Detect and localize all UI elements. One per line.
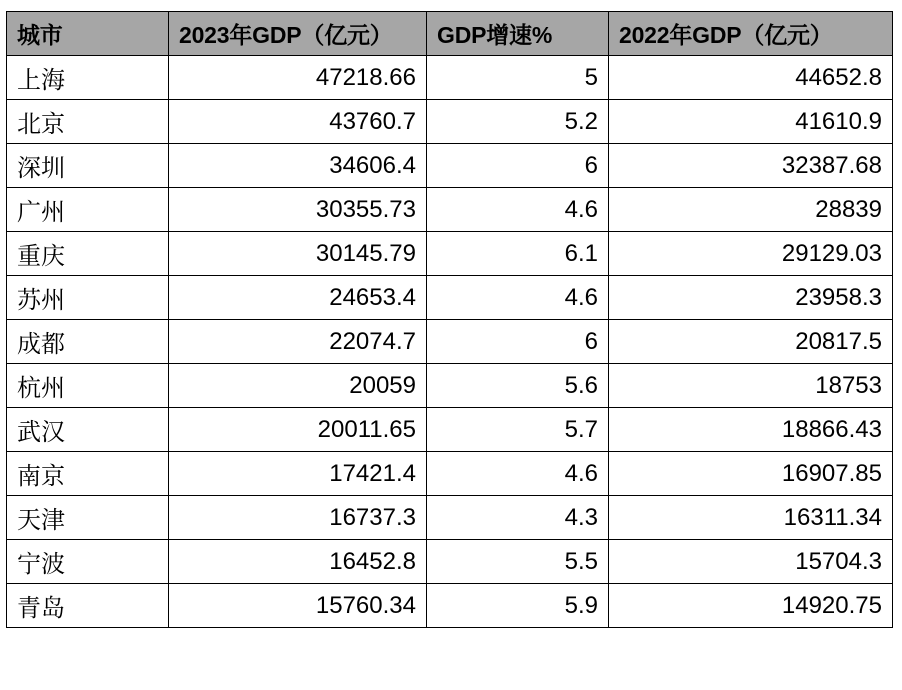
table-row (7, 540, 893, 584)
table-header-row (7, 12, 893, 56)
cell-gdp-2022: 23958.3 (609, 276, 893, 320)
cell-gdp-2023: 20011.65 (169, 408, 427, 452)
cell-city: 苏州 (7, 276, 169, 320)
cell-growth-rate: 5.7 (427, 408, 609, 452)
cell-gdp-2023: 20059 (169, 364, 427, 408)
table-row (7, 100, 893, 144)
cell-gdp-2023: 30145.79 (169, 232, 427, 276)
cell-growth-rate: 4.6 (427, 188, 609, 232)
cell-gdp-2022: 29129.03 (609, 232, 893, 276)
column-header-city: 城市 (7, 12, 169, 56)
cell-growth-rate: 5.6 (427, 364, 609, 408)
gdp-table (6, 11, 893, 628)
spreadsheet-area (0, 11, 902, 690)
cell-growth-rate: 5.5 (427, 540, 609, 584)
cell-gdp-2023: 17421.4 (169, 452, 427, 496)
table-row (7, 496, 893, 540)
cell-city: 宁波 (7, 540, 169, 584)
cell-growth-rate: 5 (427, 56, 609, 100)
cell-growth-rate: 6 (427, 320, 609, 364)
cell-gdp-2022: 16311.34 (609, 496, 893, 540)
table-row (7, 188, 893, 232)
table-row (7, 584, 893, 628)
cell-city: 成都 (7, 320, 169, 364)
cell-growth-rate: 6 (427, 144, 609, 188)
cell-city: 上海 (7, 56, 169, 100)
cell-gdp-2023: 30355.73 (169, 188, 427, 232)
cell-gdp-2022: 41610.9 (609, 100, 893, 144)
cell-gdp-2022: 16907.85 (609, 452, 893, 496)
table-row (7, 452, 893, 496)
table-row (7, 144, 893, 188)
cell-city: 南京 (7, 452, 169, 496)
cell-gdp-2022: 32387.68 (609, 144, 893, 188)
cell-gdp-2023: 16737.3 (169, 496, 427, 540)
cell-gdp-2022: 18753 (609, 364, 893, 408)
cell-growth-rate: 5.9 (427, 584, 609, 628)
cell-gdp-2023: 24653.4 (169, 276, 427, 320)
cell-city: 青岛 (7, 584, 169, 628)
table-row (7, 56, 893, 100)
cell-gdp-2023: 43760.7 (169, 100, 427, 144)
table-header (7, 12, 893, 56)
cell-gdp-2022: 28839 (609, 188, 893, 232)
cell-gdp-2022: 14920.75 (609, 584, 893, 628)
column-header-gdp-2022: 2022年GDP（亿元） (609, 12, 893, 56)
cell-growth-rate: 4.6 (427, 276, 609, 320)
table-row (7, 408, 893, 452)
cell-growth-rate: 6.1 (427, 232, 609, 276)
cell-city: 广州 (7, 188, 169, 232)
cell-gdp-2023: 47218.66 (169, 56, 427, 100)
cell-gdp-2023: 16452.8 (169, 540, 427, 584)
column-header-gdp-2023: 2023年GDP（亿元） (169, 12, 427, 56)
cell-growth-rate: 4.6 (427, 452, 609, 496)
cell-city: 重庆 (7, 232, 169, 276)
cell-city: 北京 (7, 100, 169, 144)
cell-city: 深圳 (7, 144, 169, 188)
cell-gdp-2022: 18866.43 (609, 408, 893, 452)
column-header-growth-rate: GDP增速% (427, 12, 609, 56)
cell-city: 杭州 (7, 364, 169, 408)
cell-growth-rate: 4.3 (427, 496, 609, 540)
cell-growth-rate: 5.2 (427, 100, 609, 144)
table-body (7, 56, 893, 628)
table-row (7, 276, 893, 320)
cell-gdp-2023: 15760.34 (169, 584, 427, 628)
cell-gdp-2022: 15704.3 (609, 540, 893, 584)
table-row (7, 364, 893, 408)
cell-gdp-2022: 20817.5 (609, 320, 893, 364)
cell-gdp-2023: 22074.7 (169, 320, 427, 364)
cell-gdp-2022: 44652.8 (609, 56, 893, 100)
table-row (7, 320, 893, 364)
cell-city: 武汉 (7, 408, 169, 452)
cell-gdp-2023: 34606.4 (169, 144, 427, 188)
cell-city: 天津 (7, 496, 169, 540)
table-row (7, 232, 893, 276)
